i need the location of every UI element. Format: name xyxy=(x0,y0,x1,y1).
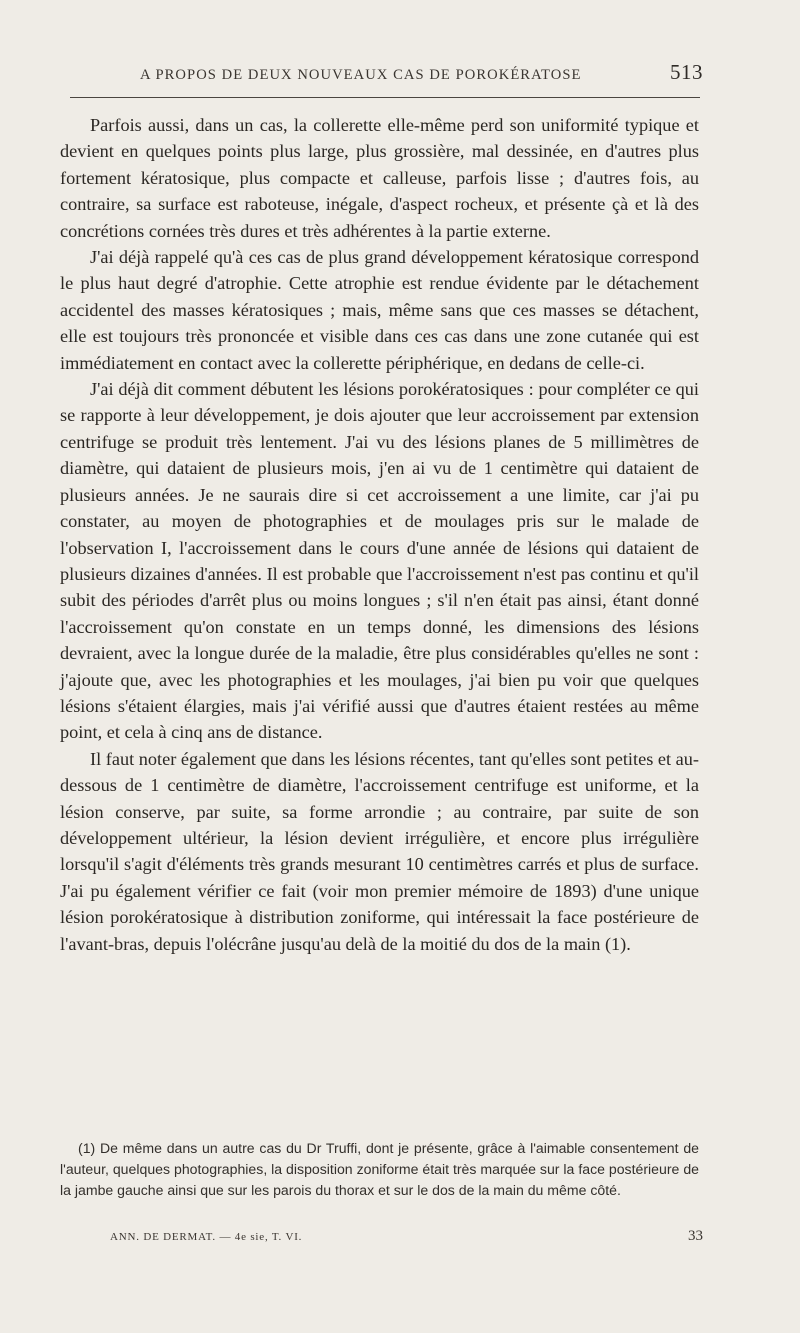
page-header xyxy=(60,60,703,86)
footnote xyxy=(60,1138,699,1200)
paragraph: J'ai déjà dit comment débutent les lésions porokératosiques : pour compléter ce qui se rapporte à leur développement, je dois ajouter que leur accroissement par extension centrifuge se produit très lentement. J'ai vu des lésions planes de 5 millimètres de diamètre, qui dataient de plusieurs mois, j'en ai vu de 1 centimètre qui dataient de plusieurs années. Je ne saurais dire si cet accroissement a une limite, car j'ai pu constater, au moyen de photographies et de moulages pris sur le malade de l'observation I, l'accroissement dans le cours d'une année de lésions qui dataient de plusieurs dizaines d'années. Il est probable que l'accroissement n'est pas continu et qu'il subit des périodes d'arrêt plus ou moins longues ; s'il n'en était pas ainsi, étant donné l'accroissement qu'on constate en un temps donné, les dimensions des lésions devraient, avec la longue durée de la maladie, être plus considérables qu'elles ne sont : j'ajoute que, avec les photographies et les moulages, j'ai bien pu voir que quelques lésions s'étaient élargies, mais j'ai vérifié aussi que d'autres étaient restées au même point, et cela à cinq ans de distance. xyxy=(60,379,699,743)
footnote-text: (1) De même dans un autre cas du Dr Truffi, dont je présente, grâce à l'aimable consentement de l'auteur, quelques photographies, la disposition zoniforme était très marquée sur la face postérieure de la jambe gauche ainsi que sur les parois du thorax et sur le dos de la main du même côté. xyxy=(60,1140,699,1198)
paragraph: Il faut noter également que dans les lésions récentes, tant qu'elles sont petites et au-dessous de 1 centimètre de diamètre, l'accroissement centrifuge est uniforme, et la lésion conserve, par suite, sa forme arrondie ; au contraire, par suite de son développement ultérieur, la lésion devient irrégulière, et encore plus irrégulière lorsqu'il s'agit d'éléments très grands mesurant 10 centimètres carrés et plus de surface. J'ai pu également vérifier ce fait (voir mon premier mémoire de 1893) d'une unique lésion porokératosique à distribution zoniforme, qui intéressait la face postérieure de l'avant-bras, depuis l'olécrâne jusqu'au delà de la moitié du dos de la main (1). xyxy=(60,748,699,954)
signature-number: 33 xyxy=(688,1228,703,1244)
page-footer xyxy=(60,1228,703,1245)
body-text xyxy=(60,112,699,957)
paragraph: Parfois aussi, dans un cas, la collerette elle-même perd son uniformité typique et devient en quelques points plus large, plus grossière, mal dessinée, en d'autres plus fortement kératosique, plus compacte et calleuse, parfois lisse ; d'autres fois, au contraire, sa surface est raboteuse, inégale, d'aspect rocheux, et présente çà et là des concrétions cornées très dures et très adhérentes à la partie externe. xyxy=(60,115,699,241)
paragraph: J'ai déjà rappelé qu'à ces cas de plus grand développement kératosique correspond le plus haut degré d'atrophie. Cette atrophie est rendue évidente par le détachement accidentel des masses kératosiques ; mais, même sans que ces masses se détachent, elle est toujours très prononcée et visible dans ces cas dans une zone cutanée qui est immédiatement en contact avec la collerette périphérique, en dedans de celle-ci. xyxy=(60,247,699,373)
journal-reference: ANN. DE DERMAT. — 4e sie, T. VI. xyxy=(110,1231,303,1243)
page-number: 513 xyxy=(670,60,703,84)
header-rule xyxy=(70,97,700,98)
running-head: A PROPOS DE DEUX NOUVEAUX CAS DE POROKÉRATOSE xyxy=(140,67,582,83)
